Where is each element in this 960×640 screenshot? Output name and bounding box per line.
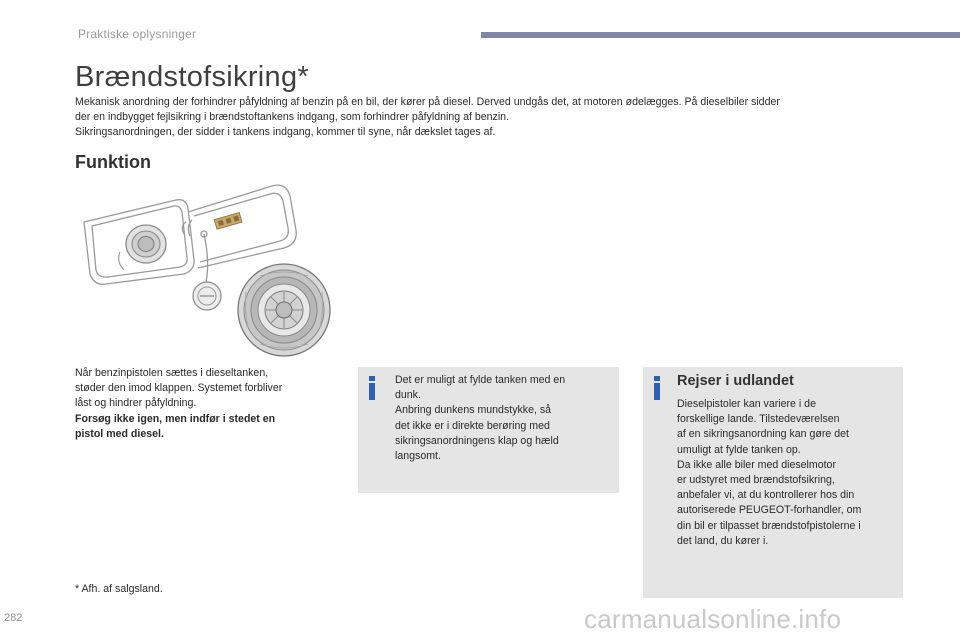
info-line: Da ikke alle biler med dieselmotor (677, 458, 836, 471)
info-line: forskellige lande. Tilstedeværelsen (677, 413, 840, 426)
function-description (75, 366, 335, 442)
filler-neck-drawing (119, 225, 166, 270)
watermark-text: carmanualsonline.info (584, 604, 842, 634)
body-line: Når benzinpistolen sættes i dieseltanken, (75, 367, 269, 379)
warning-line: Forsøg ikke igen, men indfør i stedet en (75, 412, 276, 425)
info-line: anbefaler vi, at du kontrollerer hos din (677, 489, 855, 502)
intro-line: Sikringsanordningen, der sidder i tankens indgang, kommer til syne, når dækslet tages af. (75, 126, 496, 138)
warning-line: pistol med diesel. (75, 427, 164, 440)
footnote: * Afh. af salgsland. (75, 583, 163, 595)
info-line: din bil er tilpasset brændstofpistolerne i (677, 519, 861, 532)
info-line: autoriserede PEUGEOT-forhandler, om (677, 504, 862, 517)
info-box-text (395, 373, 605, 464)
body-line: låst og hindrer påfyldning. (75, 397, 197, 410)
intro-line: der en indbygget fejlsikring i brændstoftankens indgang, som forhindrer påfyldning af benzin. (75, 111, 510, 123)
info-line: er udstyret med brændstofsikring, (677, 474, 835, 487)
section-heading: Funktion (75, 152, 151, 172)
info-line: sikringsanordningens klap og hæld (395, 434, 559, 447)
info-box-jerrycan (358, 367, 619, 493)
fuel-label-sticker (214, 212, 242, 229)
info-line: Anbring dunkens mundstykke, så (395, 404, 552, 417)
info-box-heading: Rejser i udlandet (677, 373, 794, 389)
info-line: langsomt. (395, 450, 441, 463)
intro-line: Mekanisk anordning der forhindrer påfyldning af benzin på en bil, der kører på diesel. Derved undgås det, at motoren ødelægges. På dieselbiler sidder (75, 96, 780, 108)
fuel-cap-drawing (193, 282, 221, 310)
info-line: af en sikringsanordning kan gøre det (677, 428, 849, 441)
info-line: umuligt at fylde tanken op. (677, 443, 801, 456)
fuel-filler-illustration (76, 182, 340, 360)
info-box-travel-abroad (643, 367, 903, 598)
info-line: Dieselpistoler kan variere i de (677, 398, 816, 410)
info-line: det land, du kører i. (677, 534, 769, 547)
section-label: Praktiske oplysninger (78, 27, 197, 41)
misfuel-device-closeup (238, 264, 330, 356)
header-accent-bar (481, 32, 960, 38)
info-box-text (677, 397, 899, 549)
info-line: dunk. (395, 389, 421, 402)
info-line: det ikke er i direkte berøring med (395, 419, 550, 432)
page-title: Brændstofsikring* (75, 61, 309, 93)
info-icon (366, 376, 377, 400)
intro-paragraph (75, 95, 915, 140)
page-number: 282 (4, 612, 23, 624)
body-line: støder den imod klappen. Systemet forbliver (75, 382, 283, 395)
info-icon (651, 376, 662, 400)
info-line: Det er muligt at fylde tanken med en (395, 374, 566, 386)
